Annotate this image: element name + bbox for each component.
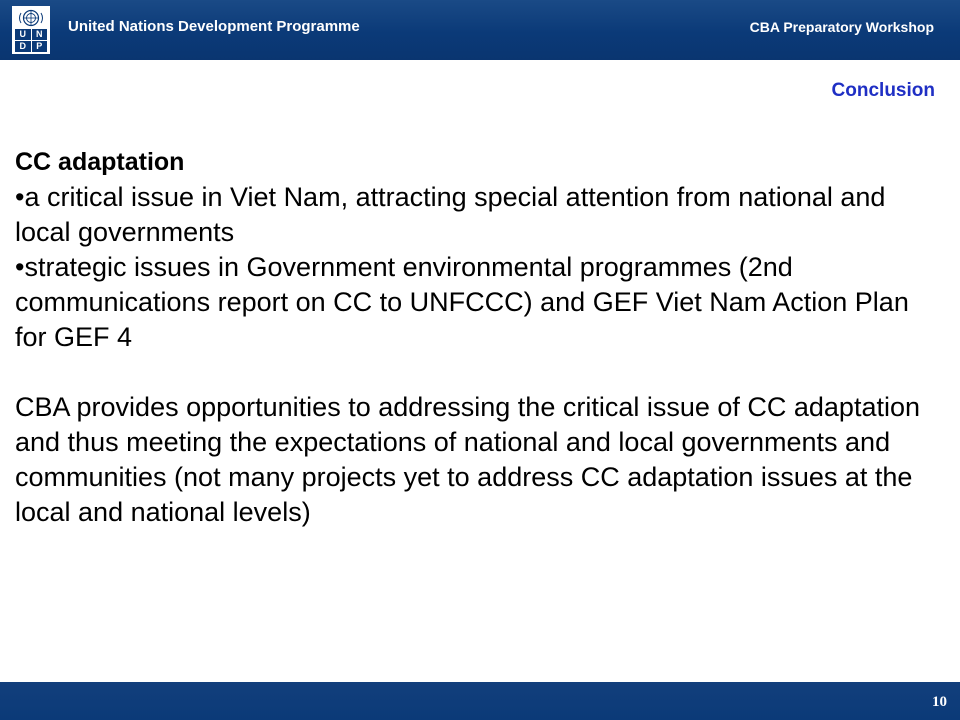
bullet-item bbox=[15, 180, 945, 250]
bullet-icon: • bbox=[15, 182, 25, 212]
bullet-icon: • bbox=[15, 252, 25, 282]
body-paragraph: CBA provides opportunities to addressing the critical issue of CC adaptation and thus meeting the expectations of national and local governments and communities (not many projects yet to address CC adaptation issues at the local and national levels) bbox=[15, 392, 921, 527]
logo-letter-p: P bbox=[32, 41, 48, 52]
logo-letter-u: U bbox=[15, 29, 31, 40]
spacer bbox=[15, 355, 945, 390]
bullet-text: a critical issue in Viet Nam, attracting special attention from national and local governments bbox=[15, 182, 886, 247]
undp-logo bbox=[12, 6, 50, 54]
workshop-title: CBA Preparatory Workshop bbox=[749, 19, 934, 35]
logo-letter-n: N bbox=[32, 29, 48, 40]
bullet-item bbox=[15, 250, 945, 355]
undp-letter-grid bbox=[15, 29, 47, 52]
bullet-text: strategic issues in Government environmental programmes (2nd communications report on CC to UNFCCC) and GEF Viet Nam Action Plan for GEF 4 bbox=[15, 252, 909, 352]
header-bar bbox=[0, 0, 960, 60]
footer-bar bbox=[0, 682, 960, 720]
section-title: Conclusion bbox=[831, 80, 935, 101]
org-name: United Nations Development Programme bbox=[68, 18, 360, 35]
logo-letter-d: D bbox=[15, 41, 31, 52]
un-emblem-icon bbox=[16, 9, 46, 27]
page-number: 10 bbox=[932, 694, 947, 710]
slide-body bbox=[15, 145, 945, 530]
body-heading: CC adaptation bbox=[15, 148, 185, 176]
